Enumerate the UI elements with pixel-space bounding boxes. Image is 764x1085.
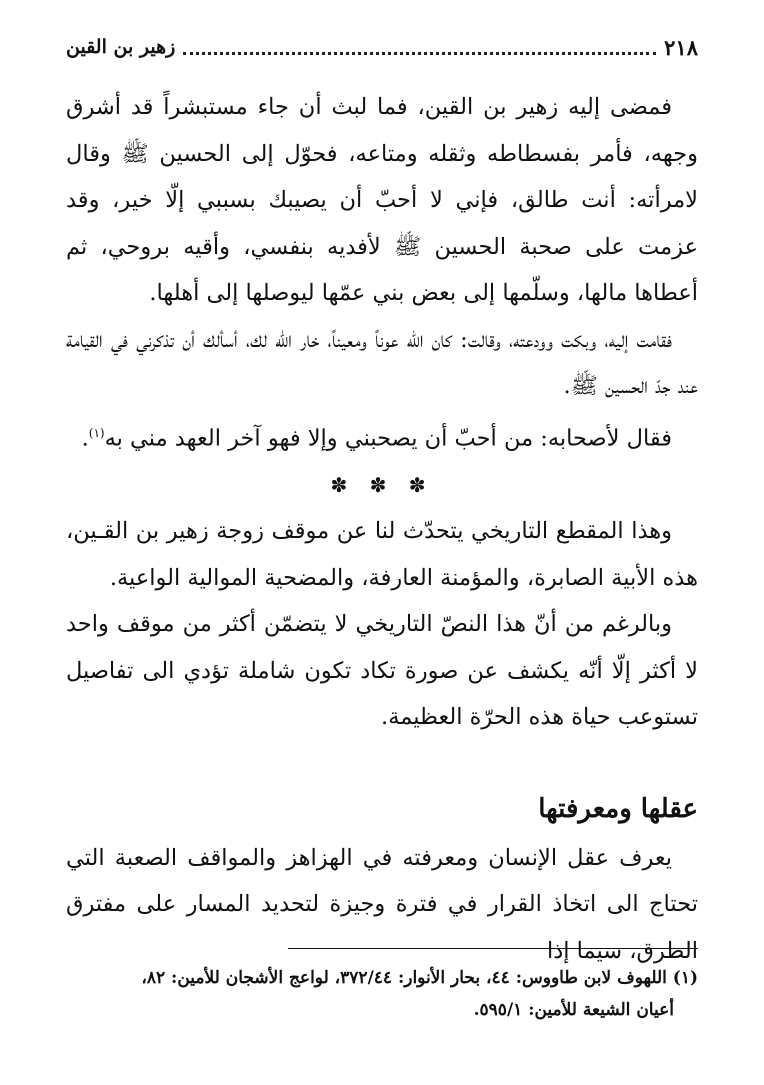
paragraph-1: فمضى إليه زهير بن القين، فما لبث أن جاء مستبشراً قد أشرق وجهه، فأمر بفسطاطه وثقله ومتاعه، فحوّل إلى الحسين ﷺ وقال لامرأته: أنت طالق، فإني لا أحبّ أن يصيبك بسببي إلّا خير، وقد عزمت على صحبة الحسين ﷺ لأفديه بنفسي، وأقيه بروحي، ثم أعطاها مالها، وسلّمها إلى بعض بني عمّها ليوصلها إلى أهلها. xyxy=(66,94,698,306)
page-number: ٢١٨ xyxy=(664,34,698,60)
paragraph-6: يعرف عقل الإنسان ومعرفته في الهزاهز والمواقف الصعبة التي تحتاج الى اتخاذ القرار في فترة وجيزة لتحديد المسار على مفترق الطرق، سيما إذا xyxy=(66,844,698,964)
footnote-divider xyxy=(288,948,698,949)
footnote-1-continuation: أعيان الشيعة للأمين: ٥٩٥/١. xyxy=(473,1000,674,1020)
running-title: زهير بن القين xyxy=(66,36,176,58)
body-text xyxy=(66,84,698,974)
paragraph-4: وهذا المقطع التاريخي يتحدّث لنا عن موقف زوجة زهير بن القـين، هذه الأبية الصابرة، والمؤمنة العارفة، والمضحية الموالية الواعية. xyxy=(66,518,698,591)
footnotes xyxy=(66,962,698,1026)
footnote-reference[interactable]: (١) xyxy=(88,425,105,440)
paragraph-3: فقال لأصحابه: من أحبّ أن يصحبني وإلا فهو آخر العهد مني به$^{(١)}$. xyxy=(81,425,672,451)
paragraph-2: فقامت إليه، وبكت وودعته، وقالت: كان الله عوناً ومعيناً، خار الله لك، أسألك أن تذكرني في القيامة عند جدّ الحسين ﷺ. xyxy=(66,326,698,399)
section-separator: ✽ ✽ ✽ xyxy=(330,472,434,497)
paragraph-5: وبالرغم من أنّ هذا النصّ التاريخي لا يتضمّن أكثر من موقف واحد لا أكثر إلّا أنّه يكشف عن صورة تكاد تكون شاملة تؤدي الى تفاصيل تستوعب حياة هذه الحرّة العظيمة. xyxy=(66,611,698,730)
running-header xyxy=(66,30,698,64)
header-dot-leader xyxy=(183,40,656,55)
section-heading: عقلها ومعرفتها xyxy=(538,793,698,824)
footnote-1: (١) اللهوف لابن طاووس: ٤٤، بحار الأنوار: ٣٧٢/٤٤، لواعج الأشجان للأمين: ٨٢، xyxy=(141,968,698,988)
paragraph-3-text: فقال لأصحابه: من أحبّ أن يصحبني وإلا فهو آخر العهد مني به xyxy=(104,425,672,451)
